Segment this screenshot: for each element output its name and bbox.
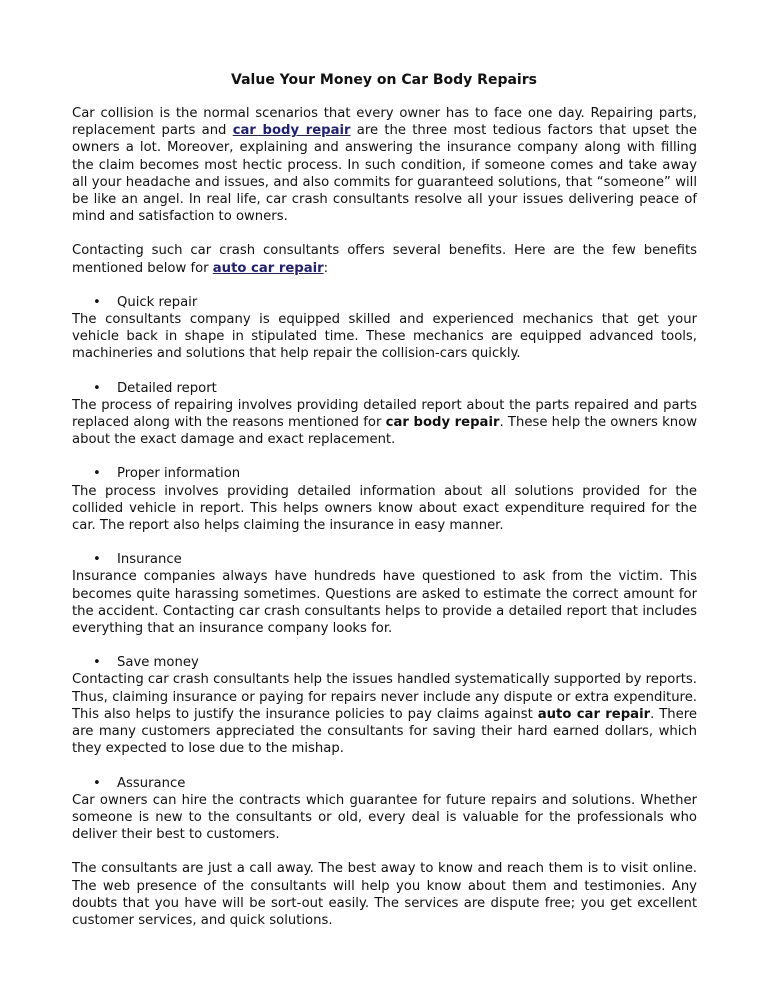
section-text-part: The process of repairing involves providing detailed report about the parts repaired and parts replaced along with the reasons mentioned for	[72, 397, 697, 431]
intro-text: are the three most tedious factors that upset the owners a lot. Moreover, explaining and answering the insurance company along with filling the claim becomes most hectic process. In such condition, if someone comes and take away all your headache and issues, and also commits for guaranteed solutions, that “someone” will be like an angel. In real life, car crash consultants resolve all your issues delivering peace of mind and satisfaction to owners.	[72, 123, 698, 225]
section-text-part: Contacting car crash consultants help the issues handled systematically supported by reports. Thus, claiming insurance or paying for repairs never include any dispute or extra expenditure. This also helps to justify the insurance policies to pay claims against	[72, 672, 697, 722]
bullet-heading	[72, 465, 697, 482]
keyword-bold: car body repair	[385, 415, 500, 431]
intro-paragraph-1	[72, 105, 697, 225]
bullet-heading	[72, 654, 697, 671]
intro-text: Contacting such car crash consultants offers several benefits. Here are the few benefits mentioned below for	[72, 243, 697, 276]
car-body-repair-link[interactable]: car body repair	[232, 123, 351, 139]
section-detailed-report	[72, 380, 697, 449]
section-quick-repair	[72, 294, 697, 363]
bullet-label: Save money	[117, 655, 199, 671]
section-proper-information	[72, 465, 697, 534]
bullet-heading	[72, 551, 697, 568]
bullet-icon: •	[93, 552, 101, 568]
section-text: The consultants company is equipped skilled and experienced mechanics that get your vehicle back in shape in stipulated time. These mechanics are equipped advanced tools, machineries and solutions that help repair the collision-cars quickly.	[72, 312, 697, 362]
bullet-icon: •	[93, 775, 101, 791]
bullet-label: Quick repair	[117, 294, 198, 310]
section-text	[72, 671, 697, 757]
document-body	[72, 105, 697, 929]
bullet-label: Proper information	[117, 466, 241, 482]
bullet-heading	[72, 294, 697, 311]
bullet-icon: •	[93, 294, 101, 310]
bullet-label: Insurance	[117, 552, 182, 568]
section-text: Car owners can hire the contracts which guarantee for future repairs and solutions. Whether someone is new to the consultants or old, every deal is valuable for the professionals who deliver their best to customers.	[72, 792, 697, 843]
intro-paragraph-2	[72, 242, 697, 276]
section-text	[72, 397, 697, 449]
closing-paragraph: The consultants are just a call away. The best away to know and reach them is to visit online. The web presence of the consultants will help you know about them and testimonies. Any doubts that you have will be sort-out easily. The services are dispute free; you get excellent customer services, and quick solutions.	[72, 861, 697, 928]
bullet-icon: •	[93, 380, 101, 396]
bullet-heading	[72, 775, 697, 792]
intro-text: Car collision is the normal scenarios that every owner has to face one day. Repairing parts, replacement parts and	[72, 106, 697, 139]
section-text-part: . These help the owners know about the exact damage and exact replacement.	[72, 415, 698, 448]
keyword-bold: auto car repair	[537, 706, 651, 722]
section-text: Insurance companies always have hundreds have questioned to ask from the victim. This becomes quite harassing sometimes. Questions are asked to estimate the correct amount for the accident. Contacting car crash consultants helps to provide a detailed report that includes everything that an insurance company looks for.	[72, 569, 697, 637]
section-insurance	[72, 551, 697, 637]
bullet-heading	[72, 380, 697, 397]
bullet-label: Assurance	[117, 775, 186, 791]
bullet-icon: •	[93, 466, 101, 482]
intro-text: :	[323, 260, 329, 276]
section-text-part: . There are many customers appreciated the consultants for saving their hard earned dollars, which they expected to lose due to the mishap.	[72, 706, 698, 757]
bullet-icon: •	[93, 655, 101, 671]
auto-car-repair-link[interactable]: auto car repair	[212, 260, 324, 276]
section-assurance	[72, 775, 697, 844]
bullet-label: Detailed report	[117, 380, 217, 396]
section-save-money	[72, 654, 697, 757]
section-text: The process involves providing detailed information about all solutions provided for the collided vehicle in report. This helps owners know about exact expenditure required for the car. The report also helps claiming the insurance in easy manner.	[72, 483, 697, 534]
document-title: Value Your Money on Car Body Repairs	[231, 72, 537, 88]
